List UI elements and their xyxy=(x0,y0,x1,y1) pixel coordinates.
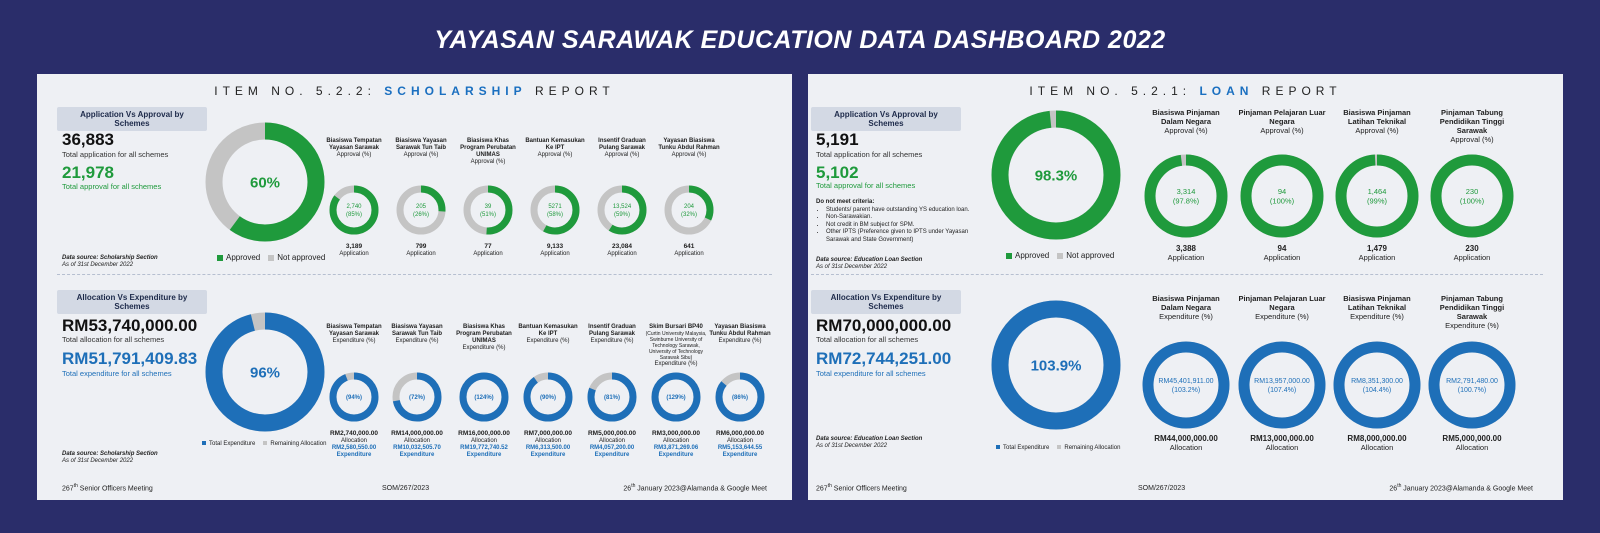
scheme-sub-text: Approval (%) xyxy=(1450,135,1494,144)
application-count: 1,479 xyxy=(1366,244,1388,253)
footer-date-text: January 2023@Alamanda & Google Meet xyxy=(635,485,767,492)
scheme-sub-text: Approval (%) xyxy=(1260,126,1304,135)
scheme-approval-label: 3,314 xyxy=(1176,186,1196,196)
expenditure-amount: RM6,313,500.00 xyxy=(525,445,571,451)
scheme-sub-text: Expenditure (%) xyxy=(526,338,570,344)
total-expenditure-label: Total expenditure for all schemes xyxy=(816,369,926,378)
total-expenditure: RM51,791,409.83 xyxy=(62,349,198,368)
scheme-expenditure-title xyxy=(708,324,772,345)
scheme-approval-label: 205 xyxy=(415,204,427,211)
scheme-sub-text: Expenditure (%) xyxy=(1445,321,1499,330)
scheme-approval-title xyxy=(1428,108,1516,144)
scheme-expenditure-label: (90%) xyxy=(539,395,557,402)
scheme-approval-title xyxy=(1142,108,1230,135)
footer-code: SOM/267/2023 xyxy=(1138,485,1186,492)
legend-not-approved xyxy=(1057,251,1114,260)
scheme-approval-donut xyxy=(1427,151,1517,241)
total-expenditure-label: Total expenditure for all schemes xyxy=(62,369,172,378)
expenditure-label: Expenditure xyxy=(399,452,435,458)
scheme-name-text: Biasiswa Pinjaman Dalam Negara xyxy=(1152,294,1220,312)
total-expenditure: RM72,744,251.00 xyxy=(816,349,952,368)
criteria-item: • Non-Sarawakian. xyxy=(826,214,986,222)
as-of-text: As of 31st December 2022 xyxy=(816,264,888,270)
scheme-approval-donut xyxy=(1332,151,1422,241)
legend-not-approved-label: Not approved xyxy=(1066,251,1115,260)
footer-meeting-num: 267 xyxy=(816,485,828,492)
scheme-name-text: Pinjaman Pelajaran Luar Negara xyxy=(1238,108,1326,126)
scheme-application-caption xyxy=(1238,244,1326,262)
scheme-allocation-caption xyxy=(706,430,774,459)
scheme-approval-donut xyxy=(395,184,447,236)
footer-meeting-text: Senior Officers Meeting xyxy=(77,485,153,492)
application-count: 94 xyxy=(1277,244,1287,253)
application-label: Application xyxy=(339,251,369,257)
expenditure-label: Expenditure xyxy=(722,452,758,458)
scheme-sub-text: Expenditure (%) xyxy=(395,338,439,344)
main-expenditure-label: 103.9% xyxy=(1030,357,1082,375)
allocation-label: Allocation xyxy=(1265,443,1299,452)
scheme-application-caption xyxy=(521,243,589,258)
footer-meeting-sup: th xyxy=(827,482,832,489)
application-label: Application xyxy=(406,251,436,257)
criteria-item: • Other IPTS (Preference given to IPTS under Yayasan Sarawak and State Government) xyxy=(826,229,986,244)
scheme-expenditure-donut xyxy=(458,371,510,423)
title-suffix: REPORT xyxy=(1261,84,1342,98)
application-label: Application xyxy=(1263,253,1301,262)
scheme-sub-text: Approval (%) xyxy=(604,152,640,158)
expenditure-amount: RM5,153,644.55 xyxy=(717,445,763,451)
scheme-expenditure-arc xyxy=(1244,347,1320,423)
allocation-label: Allocation xyxy=(340,438,367,444)
title-prefix: ITEM NO. 5.2.1: xyxy=(1029,84,1192,98)
allocation-amount: RM6,000,000.00 xyxy=(715,430,765,437)
main-approval-label: 60% xyxy=(249,174,281,192)
scheme-allocation-caption xyxy=(1238,434,1326,452)
scheme-expenditure-label: (86%) xyxy=(731,395,749,402)
title-prefix: ITEM NO. 5.2.2: xyxy=(214,84,376,98)
scheme-approval-donut xyxy=(596,184,648,236)
scheme-approval-title xyxy=(655,138,723,159)
legend-approved-label: Approved xyxy=(1015,251,1050,260)
data-source xyxy=(62,255,158,269)
scheme-allocation-caption xyxy=(1428,434,1516,452)
allocation-amount: RM7,000,000.00 xyxy=(523,430,573,437)
source-text: Data source: Scholarship Section xyxy=(62,255,158,261)
scheme-approval-donut xyxy=(328,184,380,236)
footer-meeting-text: Senior Officers Meeting xyxy=(831,485,907,492)
scheme-allocation-caption xyxy=(450,430,518,459)
allocation-amount: RM3,000,000.00 xyxy=(651,430,701,437)
scheme-approval-title xyxy=(320,138,388,159)
scheme-expenditure-label: (94%) xyxy=(345,395,363,402)
scheme-approval-donut xyxy=(663,184,715,236)
allocation-amount: RM13,000,000.00 xyxy=(1250,434,1314,443)
criteria-note xyxy=(816,199,986,244)
scheme-expenditure-donut xyxy=(1427,340,1517,430)
scheme-sub-text: Expenditure (%) xyxy=(1255,312,1309,321)
title-highlight: LOAN xyxy=(1199,84,1254,98)
scheme-application-caption xyxy=(1142,244,1230,262)
scheme-expenditure-title xyxy=(516,324,580,345)
scheme-name-text: Skim Bursari BP40 xyxy=(649,324,703,330)
application-count: 641 xyxy=(683,243,695,250)
scheme-expenditure-donut xyxy=(714,371,766,423)
total-approval: 5,102 xyxy=(816,163,859,182)
legend-total-expenditure xyxy=(202,441,255,447)
scheme-approval-title xyxy=(588,138,656,159)
scheme-name-text: Biasiswa Tempatan Yayasan Sarawak xyxy=(326,324,382,337)
scheme-approval-label: (100%) xyxy=(1459,196,1485,206)
scheme-expenditure-title xyxy=(1428,294,1516,330)
expenditure-label: Expenditure xyxy=(336,452,372,458)
loan-panel xyxy=(808,74,1563,500)
as-of-text: As of 31st December 2022 xyxy=(62,262,134,268)
dashboard-title: YAYASAN SARAWAK EDUCATION DATA DASHBOARD 2022 xyxy=(434,26,1166,54)
legend-total-expenditure-label: Total Expenditure xyxy=(209,441,256,447)
expenditure-amount: RM19,772,740.52 xyxy=(460,445,508,451)
application-label: Application xyxy=(473,251,503,257)
scheme-approval-label: 204 xyxy=(683,204,695,211)
scholarship-panel xyxy=(37,74,792,500)
total-allocation: RM70,000,000.00 xyxy=(816,316,952,335)
expenditure-label: Expenditure xyxy=(658,452,694,458)
legend-remaining-allocation-label: Remaining Allocation xyxy=(1064,445,1121,451)
application-label: Application xyxy=(540,251,570,257)
scheme-approval-title xyxy=(387,138,455,159)
total-approval: 21,978 xyxy=(62,163,114,182)
approval-legend xyxy=(1006,251,1114,260)
scheme-expenditure-label: (104.4%) xyxy=(1362,386,1392,394)
scheme-approval-title xyxy=(1333,108,1421,135)
legend-total-expenditure-label: Total Expenditure xyxy=(1003,445,1050,451)
scheme-sub-text: Expenditure (%) xyxy=(332,338,376,344)
scheme-expenditure-donut xyxy=(650,371,702,423)
source-text: Data source: Scholarship Section xyxy=(62,451,158,457)
scheme-sub-text: Expenditure (%) xyxy=(1159,312,1213,321)
scheme-expenditure-label: (81%) xyxy=(603,395,621,402)
scheme-application-caption xyxy=(1428,244,1516,262)
scheme-name-text: Biasiswa Pinjaman Latihan Teknikal xyxy=(1343,108,1411,126)
source-text: Data source: Education Loan Section xyxy=(816,257,923,263)
scheme-expenditure-donut xyxy=(586,371,638,423)
scheme-expenditure-title xyxy=(322,324,386,345)
allocation-label: Allocation xyxy=(403,438,430,444)
scheme-approval-label: (85%) xyxy=(345,212,363,219)
data-source xyxy=(816,436,922,450)
section-divider xyxy=(811,274,1543,275)
scheme-expenditure-donut xyxy=(522,371,574,423)
expenditure-label: Expenditure xyxy=(594,452,630,458)
scheme-institutions-text: (Curtin University Malaysia, Swinburne University of Technology Sarawak, University of Technology Sarawak Sibu) xyxy=(645,331,707,361)
scheme-name-text: Pinjaman Tabung Pendidikan Tinggi Sarawak xyxy=(1439,108,1505,135)
scheme-expenditure-donut xyxy=(1141,340,1231,430)
footer-date-text: January 2023@Alamanda & Google Meet xyxy=(1401,485,1533,492)
allocation-amount: RM5,000,000.00 xyxy=(1442,434,1502,443)
scheme-approval-label: (59%) xyxy=(613,212,631,219)
scheme-expenditure-donut xyxy=(391,371,443,423)
scheme-approval-label: (32%) xyxy=(680,212,698,219)
total-allocation-label: Total allocation for all schemes xyxy=(816,335,919,344)
title-suffix: REPORT xyxy=(534,84,615,98)
scheme-approval-donut xyxy=(462,184,514,236)
scheme-allocation-caption xyxy=(514,430,582,459)
scheme-expenditure-donut xyxy=(1237,340,1327,430)
footer-date-num: 26 xyxy=(1389,485,1398,492)
scheme-name-text: Bantuan Kemasukan Ke IPT xyxy=(518,324,578,337)
scheme-approval-title xyxy=(521,138,589,159)
as-of-text: As of 31st December 2022 xyxy=(62,458,134,464)
total-application: 5,191 xyxy=(816,130,859,149)
application-count: 230 xyxy=(1465,244,1479,253)
scheme-expenditure-donut xyxy=(1332,340,1422,430)
total-approval-label: Total approval for all schemes xyxy=(816,181,916,190)
scheme-application-caption xyxy=(655,243,723,258)
allocation-amount: RM2,740,000.00 xyxy=(329,430,379,437)
scheme-approval-label: 1,464 xyxy=(1367,186,1387,196)
scheme-approval-label: 230 xyxy=(1465,186,1479,196)
footer-date-sup: th xyxy=(631,482,636,489)
scheme-application-caption xyxy=(588,243,656,258)
scheme-expenditure-title xyxy=(644,324,708,368)
scheme-expenditure-arc xyxy=(1339,347,1415,423)
application-count: 3,189 xyxy=(345,243,363,250)
scheme-approval-label: 39 xyxy=(484,204,492,211)
scheme-application-caption xyxy=(454,243,522,258)
scheme-expenditure-title xyxy=(1142,294,1230,321)
legend-remaining-allocation-label: Remaining Allocation xyxy=(270,441,327,447)
scheme-approval-label: 94 xyxy=(1277,186,1287,196)
allocation-amount: RM5,000,000.00 xyxy=(587,430,637,437)
scheme-allocation-caption xyxy=(578,430,646,459)
scheme-sub-text: Expenditure (%) xyxy=(462,345,506,351)
application-label: Application xyxy=(1358,253,1396,262)
allocation-label: Allocation xyxy=(534,438,561,444)
expenditure-legend xyxy=(996,445,1120,451)
total-application-label: Total application for all schemes xyxy=(816,150,923,159)
scheme-sub-text: Approval (%) xyxy=(1355,126,1399,135)
application-label: Application xyxy=(1453,253,1491,262)
scheme-approval-label: (26%) xyxy=(412,212,430,219)
allocation-section-tag: Allocation Vs Expenditure by Schemes xyxy=(57,290,207,314)
scheme-expenditure-title xyxy=(385,324,449,345)
legend-approved-label: Approved xyxy=(226,253,261,262)
scheme-application-caption xyxy=(387,243,455,258)
allocation-label: Allocation xyxy=(470,438,497,444)
scheme-expenditure-label: (72%) xyxy=(408,395,426,402)
criteria-item: • Students/ parent have outstanding YS education loan. xyxy=(826,207,986,215)
scheme-sub-text: Approval (%) xyxy=(403,152,439,158)
application-label: Application xyxy=(607,251,637,257)
scheme-expenditure-label: RM13,957,000.00 xyxy=(1254,377,1310,385)
scheme-expenditure-label: (107.4%) xyxy=(1267,386,1297,394)
total-allocation: RM53,740,000.00 xyxy=(62,316,198,335)
legend-approved xyxy=(217,253,260,262)
scheme-allocation-caption xyxy=(1333,434,1421,452)
scheme-approval-label: 5271 xyxy=(548,204,562,211)
scheme-approval-label: (51%) xyxy=(479,212,497,219)
scheme-expenditure-title xyxy=(452,324,516,352)
footer-meeting-num: 267 xyxy=(62,485,74,492)
allocation-amount: RM44,000,000.00 xyxy=(1154,434,1218,443)
section-divider xyxy=(57,274,772,275)
scheme-name-text: Biasiswa Pinjaman Latihan Teknikal xyxy=(1343,294,1411,312)
scheme-approval-label: (99%) xyxy=(1366,196,1388,206)
scheme-sub-text: Expenditure (%) xyxy=(718,338,762,344)
scheme-expenditure-label: RM8,351,300.00 xyxy=(1351,377,1403,385)
expenditure-amount: RM2,580,550.00 xyxy=(331,445,377,451)
scheme-expenditure-arc xyxy=(1434,347,1510,423)
scheme-approval-title xyxy=(454,138,522,166)
footer-meeting xyxy=(62,483,153,492)
scheme-allocation-caption xyxy=(1142,434,1230,452)
application-count: 9,133 xyxy=(546,243,564,250)
as-of-text: As of 31st December 2022 xyxy=(816,443,888,449)
scheme-sub-text: Approval (%) xyxy=(336,152,372,158)
scheme-sub-text: Expenditure (%) xyxy=(590,338,634,344)
allocation-amount: RM8,000,000.00 xyxy=(1347,434,1407,443)
allocation-label: Allocation xyxy=(598,438,625,444)
main-expenditure-donut xyxy=(205,312,325,432)
total-allocation-label: Total allocation for all schemes xyxy=(62,335,165,344)
scheme-sub-text: Approval (%) xyxy=(537,152,573,158)
total-application: 36,883 xyxy=(62,130,114,149)
data-source xyxy=(816,257,922,271)
application-count: 77 xyxy=(484,243,492,250)
footer-date-num: 26 xyxy=(623,485,632,492)
footer-meeting-sup: th xyxy=(73,482,78,489)
legend-total-expenditure xyxy=(996,445,1049,451)
scholarship-panel-title xyxy=(37,84,792,98)
scheme-approval-label: (97.8%) xyxy=(1172,196,1200,206)
total-approval-label: Total approval for all schemes xyxy=(62,182,162,191)
scheme-name-text: Insentif Graduan Pulang Sarawak xyxy=(588,324,636,337)
legend-not-approved-label: Not approved xyxy=(277,253,326,262)
scheme-allocation-caption xyxy=(642,430,710,459)
scheme-application-caption xyxy=(320,243,388,258)
main-approval-label: 98.3% xyxy=(1034,167,1078,185)
scheme-approval-label: (58%) xyxy=(546,212,564,219)
footer-code: SOM/267/2023 xyxy=(382,485,430,492)
application-count: 23,084 xyxy=(612,243,632,250)
application-count: 3,388 xyxy=(1175,244,1197,253)
data-source xyxy=(62,451,158,465)
allocation-amount: RM14,000,000.00 xyxy=(391,430,443,437)
approval-section-tag: Application Vs Approval by Schemes xyxy=(811,107,961,131)
scheme-expenditure-label: (103.2%) xyxy=(1171,386,1201,394)
scheme-expenditure-label: (129%) xyxy=(666,395,686,402)
legend-approved xyxy=(1006,251,1049,260)
scheme-name-text: Biasiswa Yayasan Sarawak Tun Taib xyxy=(395,138,447,151)
scheme-approval-label: (100%) xyxy=(1269,196,1295,206)
scheme-name-text: Bantuan Kemasukan Ke IPT xyxy=(525,138,585,151)
allocation-section-tag: Allocation Vs Expenditure by Schemes xyxy=(811,290,961,314)
allocation-label: Allocation xyxy=(1455,443,1489,452)
legend-not-approved xyxy=(268,253,325,262)
scheme-name-text: Biasiswa Yayasan Sarawak Tun Taib xyxy=(391,324,443,337)
footer-date xyxy=(623,483,767,492)
expenditure-amount: RM4,057,200.00 xyxy=(589,445,635,451)
scheme-name-text: Pinjaman Tabung Pendidikan Tinggi Sarawak xyxy=(1439,294,1505,321)
footer-date-sup: th xyxy=(1397,482,1402,489)
expenditure-label: Expenditure xyxy=(530,452,566,458)
approval-legend xyxy=(217,253,325,262)
scheme-expenditure-title xyxy=(1238,294,1326,321)
allocation-label: Allocation xyxy=(1360,443,1394,452)
legend-remaining-allocation xyxy=(263,441,326,447)
scheme-name-text: Biasiswa Pinjaman Dalam Negara xyxy=(1152,108,1220,126)
footer-meeting xyxy=(816,483,907,492)
scheme-sub-text: Expenditure (%) xyxy=(1350,312,1404,321)
scheme-allocation-caption xyxy=(320,430,388,459)
allocation-label: Allocation xyxy=(662,438,689,444)
scheme-expenditure-title xyxy=(1333,294,1421,321)
application-label: Application xyxy=(1167,253,1205,262)
total-application-label: Total application for all schemes xyxy=(62,150,169,159)
main-approval-donut xyxy=(205,122,325,242)
main-expenditure-label: 96% xyxy=(249,364,281,382)
footer-date xyxy=(1389,483,1533,492)
application-count: 799 xyxy=(415,243,427,250)
source-text: Data source: Education Loan Section xyxy=(816,436,923,442)
scheme-approval-title xyxy=(1238,108,1326,135)
scheme-name-text: Biasiswa Tempatan Yayasan Sarawak xyxy=(326,138,382,151)
scheme-name-text: Yayasan Biasiswa Tunku Abdul Rahman xyxy=(709,324,771,337)
loan-panel-title xyxy=(808,84,1563,98)
scheme-expenditure-arc xyxy=(1148,347,1224,423)
scheme-allocation-caption xyxy=(383,430,451,459)
expenditure-amount: RM10,032,505.70 xyxy=(393,445,441,451)
allocation-label: Allocation xyxy=(726,438,753,444)
main-approval-donut xyxy=(991,110,1121,240)
scheme-expenditure-label: RM45,401,911.00 xyxy=(1158,377,1214,385)
scheme-approval-label: 2,740 xyxy=(346,204,362,211)
application-label: Application xyxy=(674,251,704,257)
main-expenditure-donut xyxy=(991,300,1121,430)
scheme-name-text: Biasiswa Khas Program Perubatan UNIMAS xyxy=(456,324,512,344)
scheme-application-caption xyxy=(1333,244,1421,262)
scheme-expenditure-label: (124%) xyxy=(474,395,494,402)
scheme-name-text: Insentif Graduan Pulang Sarawak xyxy=(598,138,646,151)
scheme-sub-text: Approval (%) xyxy=(671,152,707,158)
scheme-approval-label: 13,524 xyxy=(612,204,632,211)
scheme-sub-text: Approval (%) xyxy=(1164,126,1208,135)
scheme-approval-donut xyxy=(1237,151,1327,241)
criteria-item: • Not credit in BM subject for SPM. xyxy=(826,222,986,230)
scheme-name-text: Pinjaman Pelajaran Luar Negara xyxy=(1238,294,1326,312)
legend-remaining-allocation xyxy=(1057,445,1120,451)
scheme-expenditure-title xyxy=(580,324,644,345)
scheme-name-text: Yayasan Biasiswa Tunku Abdul Rahman xyxy=(658,138,720,151)
scheme-approval-donut xyxy=(1141,151,1231,241)
scheme-sub-text: Expenditure (%) xyxy=(654,361,698,367)
scheme-expenditure-donut xyxy=(328,371,380,423)
allocation-label: Allocation xyxy=(1169,443,1203,452)
scheme-sub-text: Approval (%) xyxy=(470,159,506,165)
scheme-expenditure-label: RM2,791,480.00 xyxy=(1446,377,1498,385)
expenditure-label: Expenditure xyxy=(466,452,502,458)
approval-section-tag: Application Vs Approval by Schemes xyxy=(57,107,207,131)
title-highlight: SCHOLARSHIP xyxy=(384,84,527,98)
scheme-approval-donut xyxy=(529,184,581,236)
scheme-name-text: Biasiswa Khas Program Perubatan UNIMAS xyxy=(460,138,516,158)
scheme-expenditure-label: (100.7%) xyxy=(1457,386,1487,394)
expenditure-amount: RM3,871,269.06 xyxy=(653,445,699,451)
criteria-title: Do not meet criteria: xyxy=(816,199,875,205)
allocation-amount: RM16,000,000.00 xyxy=(458,430,510,437)
expenditure-legend xyxy=(202,441,326,447)
